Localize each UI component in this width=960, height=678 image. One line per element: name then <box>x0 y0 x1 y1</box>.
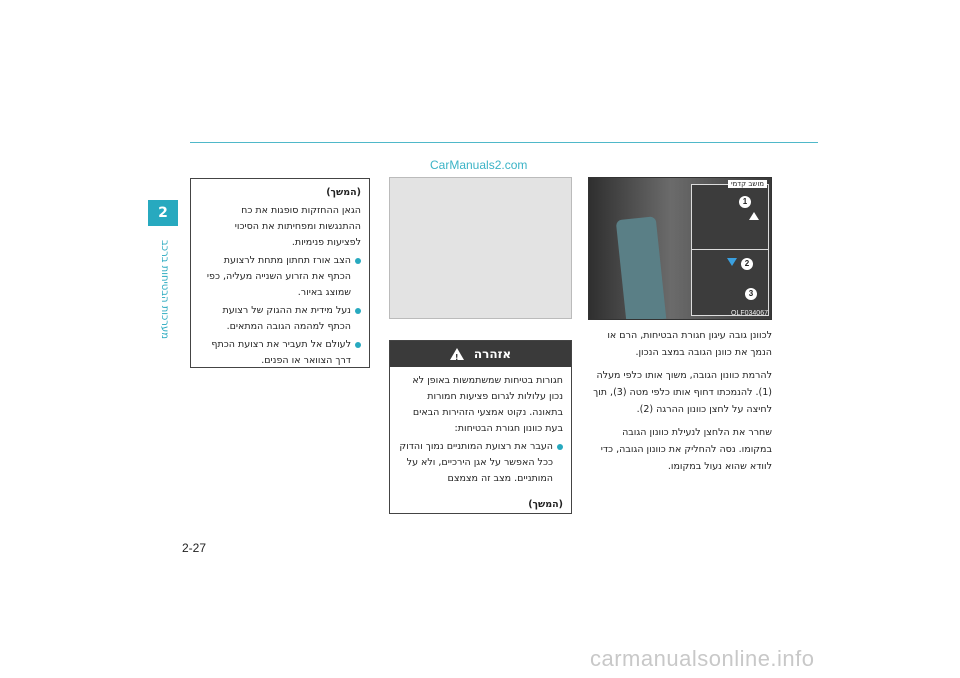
header-divider <box>190 142 818 143</box>
callout-1: 1 <box>739 196 751 208</box>
callout-3: 3 <box>745 288 757 300</box>
arrow-down-icon <box>727 258 737 266</box>
instruction-paragraph-3: שחרר את הלחצן לנעילת כוונון הגובה במקומו. נסה להחליק את כוונון הגובה, כדי לוודא שהוא נעול במקומו. <box>600 427 772 472</box>
blank-illustration <box>389 177 572 319</box>
caution-bullet-1: הצב אורז תחתון מתחת לרצועת הכתף את הזרוע השנייה מעליה, כפי שמוצג באיור. <box>199 253 361 301</box>
warning-title: אזהרה <box>473 347 512 361</box>
seatbelt-height-adjuster-photo <box>588 177 772 320</box>
caution-bullet-3: לעולם אל תעביר את רצועת הכתף דרך הצוואר או הפנים. <box>199 337 361 369</box>
header-watermark: CarManuals2.com <box>430 158 528 172</box>
instruction-paragraph-1: לכוונן גובה עיגון חגורת הבטיחות, הרם או הנמך את כוונן הגובה במצב הנכון. <box>607 330 772 358</box>
chapter-title: מערכות הבטיחות ברכב <box>159 240 170 339</box>
warning-intro-text: חגורות בטיחות שמשתמשות באופן לא נכון עלולות לגרום פציעות חמורות בתאונה. נקוט אמצעי הזהירות הבאים בעת כוונון חגורת הבטיחות: <box>412 375 563 434</box>
caution-bullet-2: נעל מידית את ההגוק של רצועת הכתף למהמה הגובה המתאים. <box>199 303 361 335</box>
caution-continued-box <box>190 178 370 368</box>
warning-bullet-1: העבר את רצועת המותניים נמוך והדוק ככל האפשר על אגן הירכיים, ולא על המותניים. מצב זה מצמצם <box>398 439 563 487</box>
continued-label: (המשך) <box>326 187 361 198</box>
page-number: 2-27 <box>182 541 207 555</box>
warning-box <box>389 340 572 514</box>
footer-watermark: carmanualsonline.info <box>590 646 815 671</box>
arrow-up-icon <box>749 212 759 220</box>
warning-continued-label: (המשך) <box>528 499 563 510</box>
instruction-paragraph-2: להרמת כוונון הגובה, משוך אותו כלפי מעלה (1). להנמכתו דחוף אותו כלפי מטה (3), תוך לחיצה על לחצן כוונון ההרגה (2). <box>593 370 772 415</box>
chapter-number-badge: 2 <box>148 200 178 226</box>
warning-header <box>390 341 571 367</box>
instructions-text <box>588 327 772 481</box>
photo-code: OLF034067 <box>731 310 768 317</box>
detail-inset <box>691 184 769 316</box>
warning-triangle-icon: ! <box>450 348 464 360</box>
caution-intro-text: הגאן ההחזקות סופגות את כח ההתנגשות ומפחיתות את הסיכוי לפציעות פנימיות. <box>234 205 361 248</box>
callout-2: 2 <box>741 258 753 270</box>
photo-label: מושב קדמי <box>728 180 767 188</box>
